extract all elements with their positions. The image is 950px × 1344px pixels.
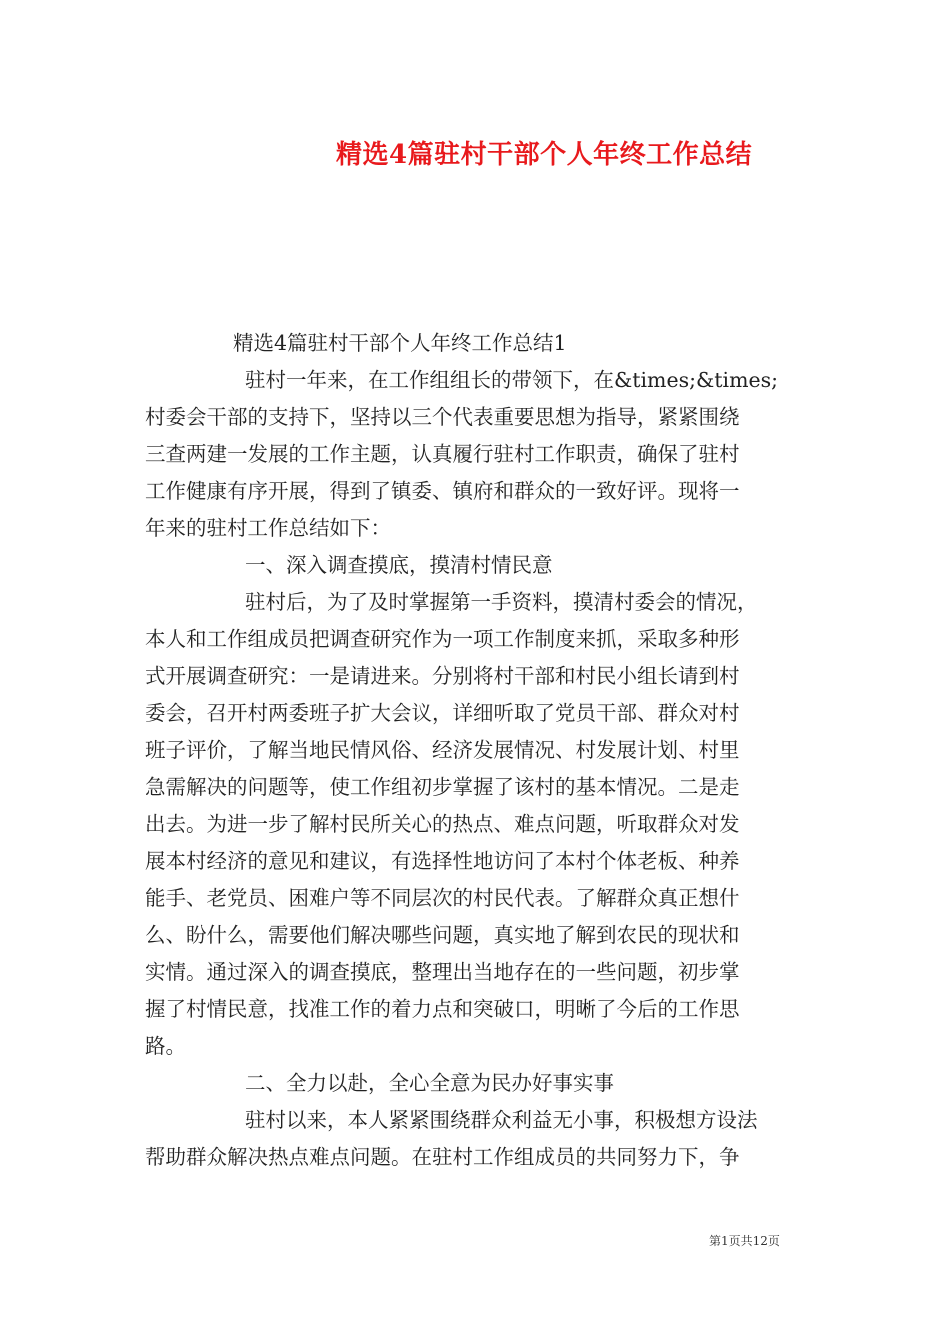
paragraph-line: 驻村一年来，在工作组组长的带领下，在&times;&times;: [245, 368, 779, 392]
paragraph-line: 么、盼什么，需要他们解决哪些问题，真实地了解到农民的现状和: [145, 923, 740, 947]
paragraph-line: 握了村情民意，找准工作的着力点和突破口，明晰了今后的工作思: [145, 997, 740, 1021]
paragraph-line: 村委会干部的支持下，坚持以三个代表重要思想为指导，紧紧围绕: [145, 405, 740, 429]
paragraph-line: 帮助群众解决热点难点问题。在驻村工作组成员的共同努力下，争: [145, 1145, 740, 1169]
paragraph-line: 路。: [145, 1034, 186, 1058]
section-heading: 精选4篇驻村干部个人年终工作总结1: [233, 331, 567, 355]
paragraph-line: 委会，召开村两委班子扩大会议，详细听取了党员干部、群众对村: [145, 701, 740, 725]
document-title: 精选4篇驻村干部个人年终工作总结: [336, 140, 753, 170]
paragraph-line: 展本村经济的意见和建议，有选择性地访问了本村个体老板、种养: [145, 849, 740, 873]
page-number-footer: 第1页共12页: [709, 1234, 780, 1248]
paragraph-line: 工作健康有序开展，得到了镇委、镇府和群众的一致好评。现将一: [145, 479, 740, 503]
paragraph-line: 出去。为进一步了解村民所关心的热点、难点问题，听取群众对发: [145, 812, 740, 836]
section-heading: 一、深入调查摸底，摸清村情民意: [245, 553, 553, 577]
paragraph-line: 三查两建一发展的工作主题，认真履行驻村工作职责，确保了驻村: [145, 442, 740, 466]
paragraph-line: 本人和工作组成员把调查研究作为一项工作制度来抓，采取多种形: [145, 627, 740, 651]
paragraph-line: 驻村后，为了及时掌握第一手资料，摸清村委会的情况，: [245, 590, 758, 614]
paragraph-line: 实情。通过深入的调查摸底，整理出当地存在的一些问题，初步掌: [145, 960, 740, 984]
paragraph-line: 式开展调查研究：一是请进来。分别将村干部和村民小组长请到村: [145, 664, 740, 688]
paragraph-line: 班子评价，了解当地民情风俗、经济发展情况、村发展计划、村里: [145, 738, 740, 762]
paragraph-line: 年来的驻村工作总结如下：: [145, 516, 391, 540]
section-heading: 二、全力以赴，全心全意为民办好事实事: [245, 1071, 614, 1095]
paragraph-line: 驻村以来，本人紧紧围绕群众利益无小事，积极想方设法: [245, 1108, 758, 1132]
paragraph-line: 能手、老党员、困难户等不同层次的村民代表。了解群众真正想什: [145, 886, 740, 910]
paragraph-line: 急需解决的问题等，使工作组初步掌握了该村的基本情况。二是走: [145, 775, 740, 799]
